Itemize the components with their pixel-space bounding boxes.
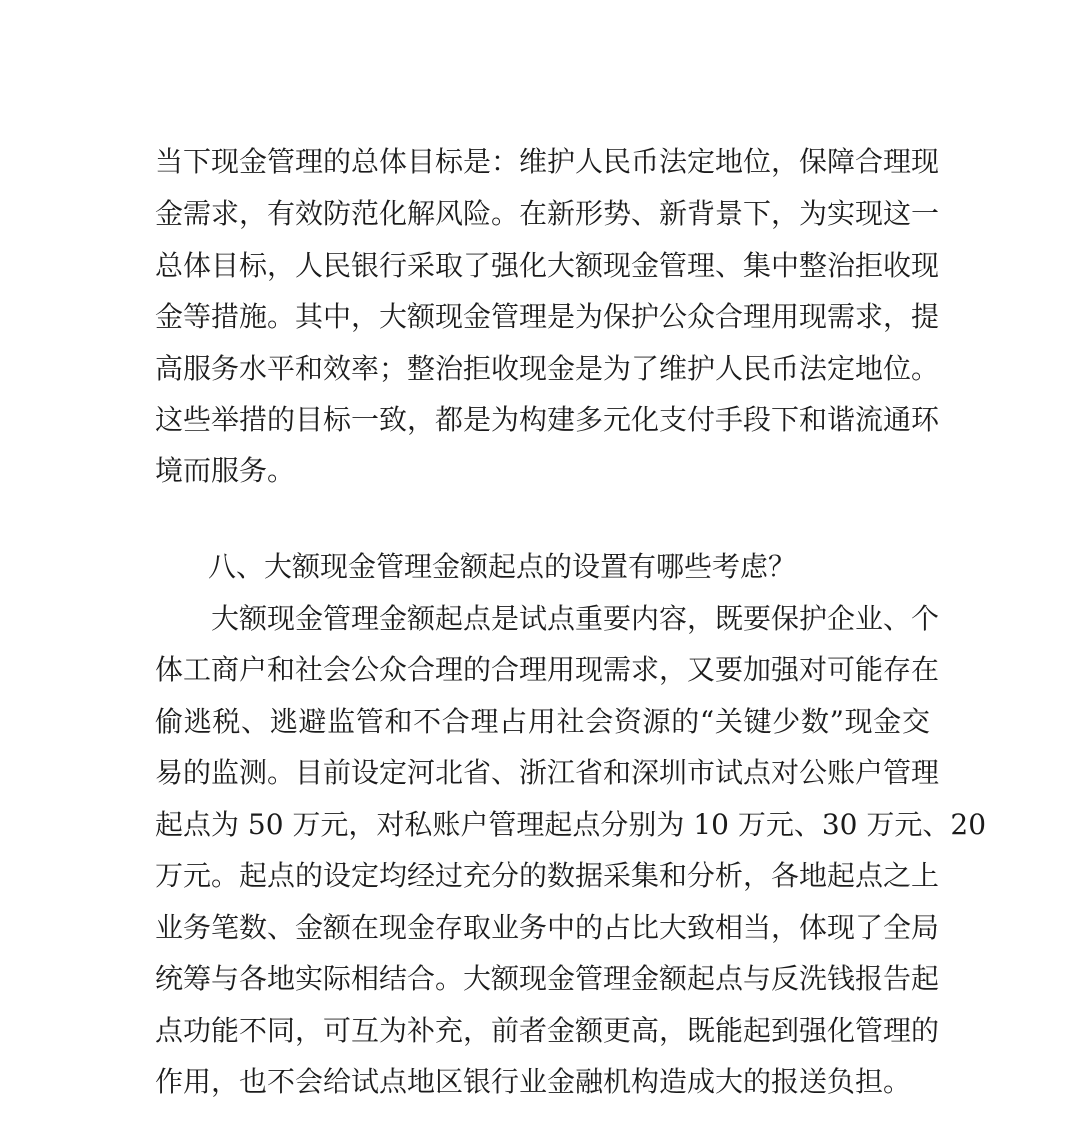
answer-line-10: 作用，也不会给试点地区银行业金融机构造成大的报送负担。 (155, 1065, 912, 1098)
answer-line-9: 点功能不同，可互为补充，前者金额更高，既能起到强化管理的 (155, 1014, 940, 1047)
answer-line-6: 万元。起点的设定均经过充分的数据采集和分析，各地起点之上 (155, 859, 940, 892)
paragraph-line-6: 这些举措的目标一致，都是为构建多元化支付手段下和谐流通环 (155, 403, 940, 436)
answer-line-8: 统筹与各地实际相结合。大额现金管理金额起点与反洗钱报告起 (155, 962, 940, 995)
section-heading: 八、大额现金管理金额起点的设置有哪些考虑？ (208, 550, 797, 583)
paragraph-line-7: 境而服务。 (155, 454, 296, 487)
answer-line-1: 大额现金管理金额起点是试点重要内容，既要保护企业、个 (211, 602, 940, 635)
answer-line-7: 业务笔数、金额在现金存取业务中的占比大致相当，体现了全局 (155, 911, 940, 944)
paragraph-line-4: 金等措施。其中，大额现金管理是为保护公众合理用现需求，提 (155, 300, 940, 333)
paragraph-line-2: 金需求，有效防范化解风险。在新形势、新背景下，为实现这一 (155, 197, 940, 230)
paragraph-line-5: 高服务水平和效率；整治拒收现金是为了维护人民币法定地位。 (155, 352, 940, 385)
answer-line-2: 体工商户和社会公众合理的合理用现需求，又要加强对可能存在 (155, 653, 940, 686)
answer-line-4: 易的监测。目前设定河北省、浙江省和深圳市试点对公账户管理 (155, 756, 940, 789)
answer-line-5: 起点为 50 万元，对私账户管理起点分别为 10 万元、30 万元、20 (155, 808, 987, 841)
paragraph-line-1: 当下现金管理的总体目标是：维护人民币法定地位，保障合理现 (155, 145, 940, 178)
paragraph-line-3: 总体目标，人民银行采取了强化大额现金管理、集中整治拒收现 (155, 249, 940, 282)
answer-line-3: 偷逃税、逃避监管和不合理占用社会资源的“关键少数”现金交 (155, 705, 930, 738)
